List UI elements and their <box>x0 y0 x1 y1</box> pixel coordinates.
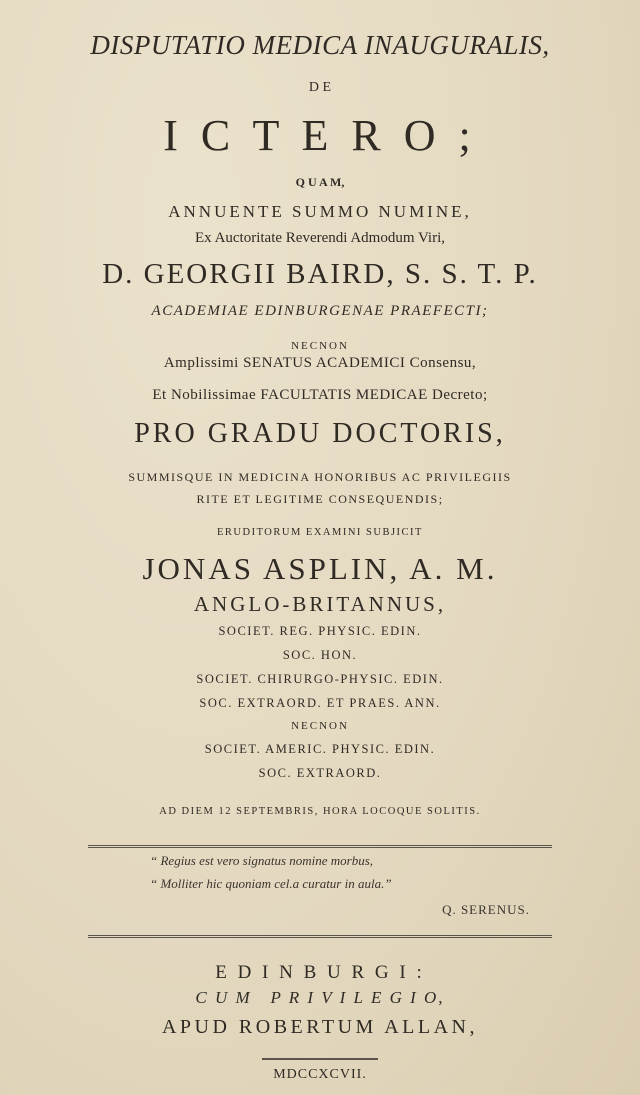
epigraph-attribution: Q. SERENUS. <box>442 902 530 917</box>
society-1: SOCIET. REG. PHYSIC. EDIN. <box>218 624 422 638</box>
heading-de: D E <box>308 80 332 95</box>
date-line: AD DIEM 12 SEPTEMBRIS, HORA LOCOQUE SOLITIS. <box>159 806 481 817</box>
epigraph-line-1: “ Regius est vero signatus nomine morbus, <box>150 853 374 868</box>
line-necnon-1: NECNON <box>291 340 349 352</box>
imprint-privilege: C U M P R I V I L E G I O, <box>195 988 445 1007</box>
rule-bottom <box>88 935 552 938</box>
author-nation: ANGLO-BRITANNUS, <box>193 592 447 616</box>
line-eruditorum: ERUDITORUM EXAMINI SUBJICIT <box>217 527 423 538</box>
society-2: SOC. HON. <box>282 648 358 662</box>
imprint-rule <box>262 1058 378 1060</box>
heading-disputatio: DISPUTATIO MEDICA INAUGURALIS, <box>90 30 550 60</box>
society-5: SOCIET. AMERIC. PHYSIC. EDIN. <box>204 742 436 756</box>
imprint-year: MDCCXCVII. <box>273 1067 367 1082</box>
heading-quam: Q U A M, <box>295 175 345 189</box>
author-name: JONAS ASPLIN, A. M. <box>142 551 498 586</box>
line-annuente: ANNUENTE SUMMO NUMINE, <box>168 202 472 221</box>
society-3: SOCIET. CHIRURGO-PHYSIC. EDIN. <box>196 672 444 686</box>
imprint-printer: APUD ROBERTUM ALLAN, <box>161 1016 479 1038</box>
imprint-city: E D I N B U R G I : <box>215 962 425 983</box>
society-necnon: NECNON <box>291 720 349 732</box>
line-pro-gradu: PRO GRADU DOCTORIS, <box>134 418 506 449</box>
line-rite: RITE ET LEGITIME CONSEQUENDIS; <box>196 492 444 506</box>
line-rector-name: D. GEORGII BAIRD, S. S. T. P. <box>102 258 538 290</box>
line-nobilissimae: Et Nobilissimae FACULTATIS MEDICAE Decreto; <box>152 387 488 403</box>
rule-top <box>88 845 552 848</box>
heading-subject: I C T E R O ; <box>163 111 477 160</box>
line-academiae: ACADEMIAE EDINBURGENAE PRAEFECTI; <box>151 303 489 319</box>
society-6: SOC. EXTRAORD. <box>258 766 382 780</box>
society-4: SOC. EXTRAORD. ET PRAES. ANN. <box>199 696 441 710</box>
epigraph-line-2: “ Molliter hic quoniam cel.a curatur in aula.” <box>150 876 392 891</box>
line-summisque: SUMMISQUE IN MEDICINA HONORIBUS AC PRIVILEGIIS <box>128 470 512 484</box>
line-amplissimi: Amplissimi SENATUS ACADEMICI Consensu, <box>163 355 477 371</box>
line-ex-auctoritate: Ex Auctoritate Reverendi Admodum Viri, <box>194 230 446 246</box>
